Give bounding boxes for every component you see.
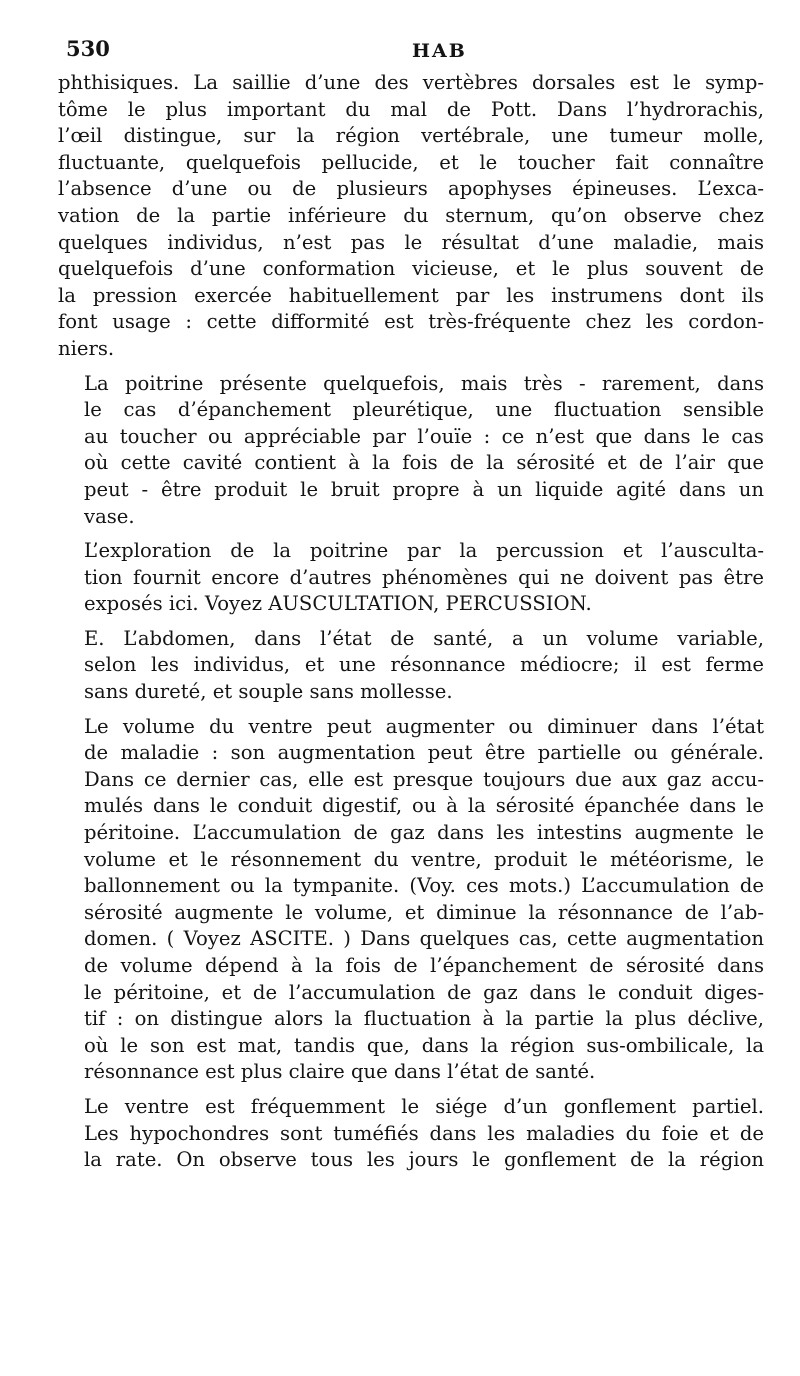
text-line: niers. [58,336,115,360]
text-line: où le son est mat, tandis que, dans la région sus-ombilicale, la [84,1033,764,1057]
text-line: au toucher ou appréciable par l’ouïe : ce n’est que dans le cas [84,424,764,448]
text-line: Le ventre est fréquemment le siége d’un gonflement partiel. [84,1094,764,1118]
text-line: quelquefois d’une conformation vicieuse, et le plus souvent de [58,257,764,281]
text-line: Le volume du ventre peut augmenter ou diminuer dans l’état [84,714,764,738]
text-line: L’exploration de la poitrine par la percussion et l’ausculta- [84,539,764,563]
text-line: péritoine. L’accumulation de gaz dans les intestins augmente le [84,821,764,845]
paragraph [58,538,764,618]
paragraph [58,371,764,531]
page-header [58,30,764,70]
text-line: l’œil distingue, sur la région vertébrale, une tumeur molle, [58,124,764,148]
text-line: de maladie : son augmentation peut être partielle ou générale. [84,741,764,765]
text-line: selon les individus, et une résonnance médiocre; il est ferme [84,653,764,677]
text-line: la pression exercée habituellement par les instrumens dont ils [58,283,764,307]
text-line: fluctuante, quelquefois pellucide, et le toucher fait connaître [58,150,764,174]
text-line: phthisiques. La saillie d’une des vertèbres dorsales est le symp- [58,71,764,94]
text-line: volume et le résonnement du ventre, produit le météorisme, le [84,847,764,871]
page-number: 530 [66,36,110,61]
text-line: de volume dépend à la fois de l’épanchement de sérosité dans [84,954,764,977]
text-line: l’absence d’une ou de plusieurs apophyses épineuses. L’exca- [58,177,764,201]
text-line: sans dureté, et souple sans mollesse. [84,680,453,704]
text-line: Les hypochondres sont tuméfiés dans les maladies du foie et de [84,1121,764,1145]
text-line: où cette cavité contient à la fois de la sérosité et de l’air que [84,451,764,475]
text-line: vation de la partie inférieure du sternum, qu’on observe chez [58,203,764,227]
running-title: HAB [412,40,467,62]
text-line: font usage : cette difformité est très-fréquente chez les cordon- [58,310,764,334]
text-line: exposés ici. Voyez AUSCULTATION, PERCUSSION. [84,592,592,616]
text-line: quelques individus, n’est pas le résultat d’une maladie, mais [58,230,764,254]
text-line: La poitrine présente quelquefois, mais très - rarement, dans [84,371,764,395]
text-line: tif : on distingue alors la fluctuation à la partie la plus déclive, [84,1007,764,1031]
text-line: vase. [84,504,135,528]
text-line: E. L’abdomen, dans l’état de santé, a un volume variable, [84,626,764,650]
text-line: sérosité augmente le volume, et diminue la résonnance de l’ab- [84,900,764,924]
text-line: le cas d’épanchement pleurétique, une fluctuation sensible [84,398,764,422]
text-line: tôme le plus important du mal de Pott. Dans l’hydrorachis, [58,97,764,121]
text-line: ballonnement ou la tympanite. (Voy. ces mots.) L’accumulation de [84,874,764,898]
text-line: Dans ce dernier cas, elle est presque toujours due aux gaz accu- [84,767,764,791]
text-line: domen. ( Voyez ASCITE. ) Dans quelques cas, cette augmentation [84,927,764,951]
paragraph [58,626,764,706]
text-line: tion fournit encore d’autres phénomènes qui ne doivent pas être [84,565,764,589]
text-line: le péritoine, et de l’accumulation de gaz dans le conduit diges- [84,980,764,1004]
paragraph [58,1094,764,1174]
paragraph [58,714,764,1086]
text-line: la rate. On observe tous les jours le gonflement de la région [84,1148,764,1172]
paragraph [58,70,764,363]
text-line: résonnance est plus claire que dans l’état de santé. [84,1060,596,1084]
page-body [58,70,764,1174]
text-line: mulés dans le conduit digestif, ou à la sérosité épanchée dans le [84,794,764,818]
text-line: peut - être produit le bruit propre à un liquide agité dans un [84,477,764,501]
